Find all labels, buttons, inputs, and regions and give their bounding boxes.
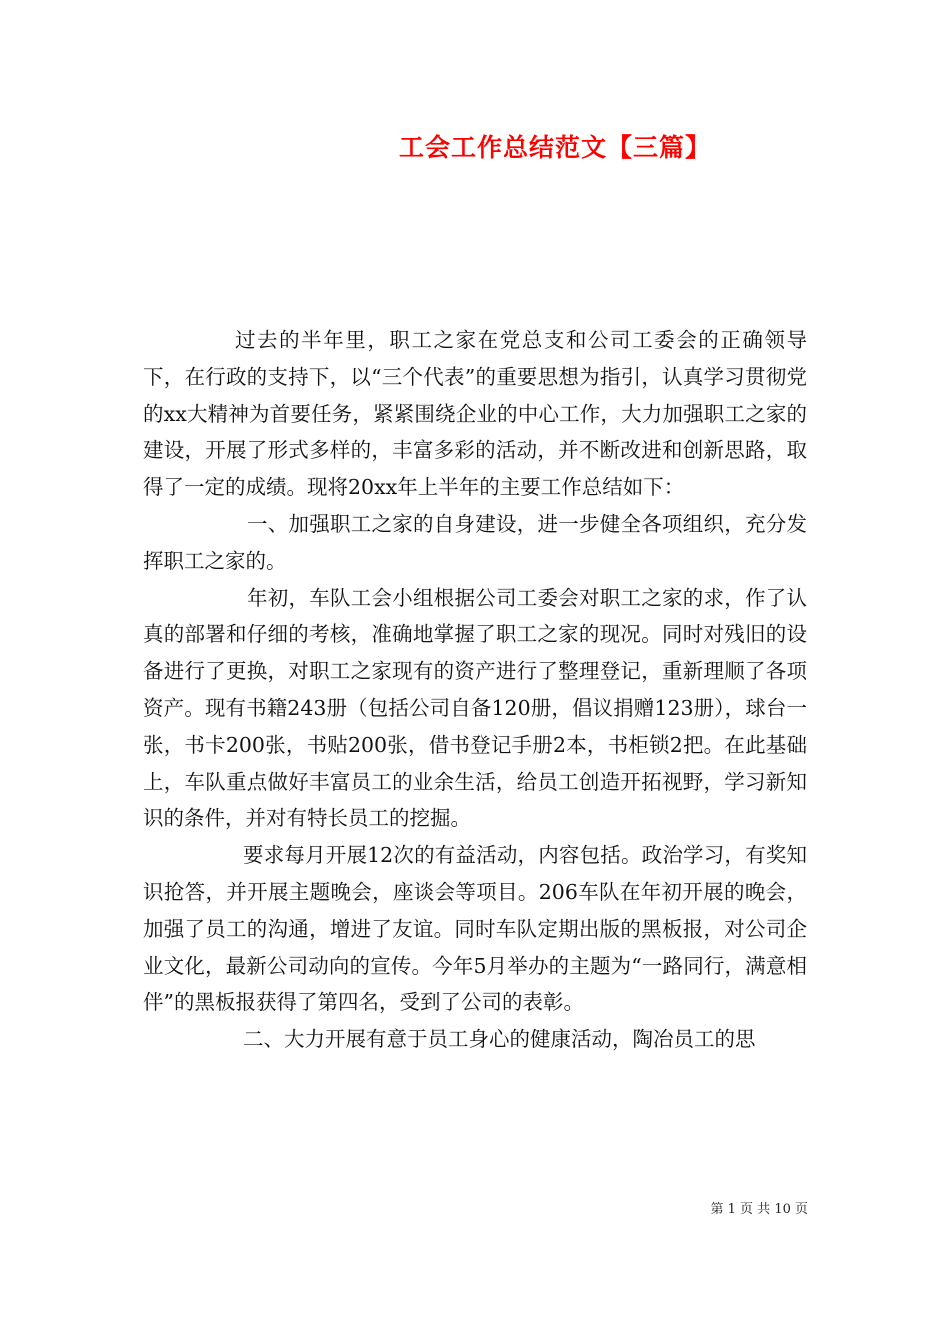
paragraph-section-one-heading: 一、加强职工之家的自身建设，进一步健全各项组织，充分发挥职工之家的。 — [143, 511, 807, 573]
paragraph-intro: 过去的半年里，职工之家在党总支和公司工委会的正确领导下，在行政的支持下，以“三个代表”的重要思想为指引，认真学习贯彻党的xx大精神为首要任务，紧紧围绕企业的中心工作，大力加强职工之家的建设，开展了形式多样的，丰富多彩的活动，并不断改进和创新思路，取得了一定的成绩。现将20xx年上半年的主要工作总结如下： — [143, 328, 807, 500]
paragraph-section-two-heading: 二、大力开展有意于员工身心的健康活动，陶冶员工的思 — [243, 1027, 756, 1052]
paragraph-assets: 年初，车队工会小组根据公司工委会对职工之家的求，作了认真的部署和仔细的考核，准确地掌握了职工之家的现况。同时对残旧的设备进行了更换，对职工之家现有的资产进行了整理登记，重新理顺了各项资产。现有书籍243册（包括公司自备120册，倡议捐赠123册），球台一张，书卡200张，书贴200张，借书登记手册2本，书柜锁2把。在此基础上，车队重点做好丰富员工的业余生活，给员工创造开拓视野，学习新知识的条件，并对有特长员工的挖掘。 — [143, 585, 807, 831]
document-body — [143, 322, 807, 1058]
document-title: 工会工作总结范文【三篇】 — [398, 133, 711, 162]
page-number-footer: 第 1 页 共 10 页 — [710, 1202, 808, 1217]
paragraph-activities: 要求每月开展12次的有益活动，内容包括。政治学习，有奖知识抢答，并开展主题晚会，座谈会等项目。206车队在年初开展的晚会，加强了员工的沟通，增进了友谊。同时车队定期出版的黑板报，对公司企业文化，最新公司动向的宣传。今年5月举办的主题为“一路同行，满意相伴”的黑板报获得了第四名，受到了公司的表彰。 — [143, 843, 807, 1015]
